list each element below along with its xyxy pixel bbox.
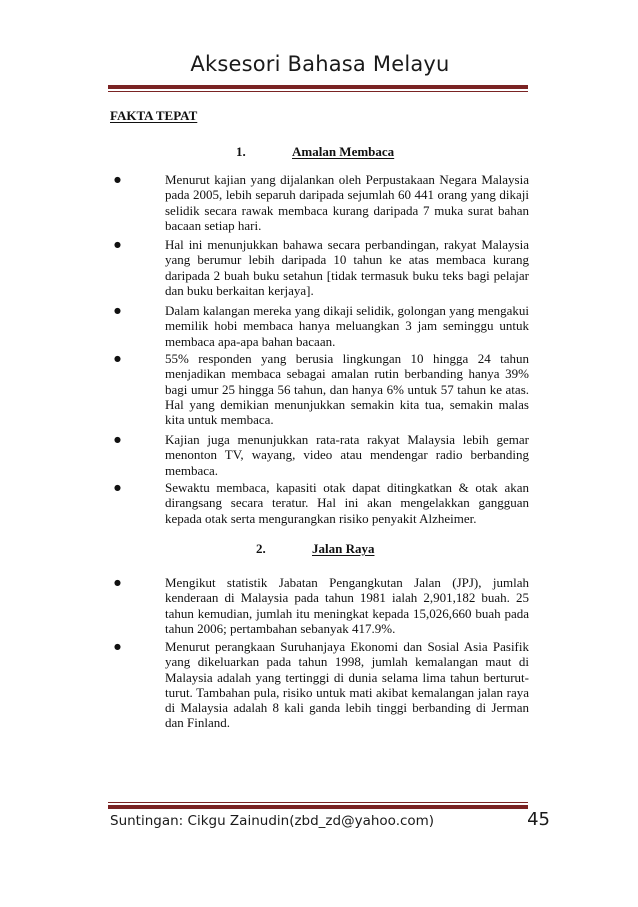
list-item-text: Mengikut statistik Jabatan Pengangkutan Jalan (JPJ), jumlah kenderaan di Malaysia pada tahun 1981 ialah 2,901,182 buah. 25 tahun kemudian, jumlah itu meningkat kepada 15,026,660 buah pada tahun 2006; pertambahan sebanyak 417.9%.	[165, 575, 529, 636]
header-rule-thin	[108, 91, 528, 92]
footer-rule-thick	[108, 805, 528, 809]
bullet-icon: ●	[114, 306, 121, 315]
bullet-icon: ●	[114, 175, 121, 184]
section-title: Amalan Membaca	[292, 144, 395, 159]
list-item-text: Kajian juga menunjukkan rata-rata rakyat Malaysia lebih gemar menonton TV, wayang, video atau mendengar radio berbanding membaca.	[165, 432, 529, 478]
section-number: 1.	[236, 144, 246, 159]
kicker-heading: FAKTA TEPAT	[110, 108, 198, 123]
list-item-text: 55% responden yang berusia lingkungan 10 hingga 24 tahun menjadikan membaca sebagai amalan rutin berbanding hanya 39% bagi umur 25 hingga 56 tahun, dan hanya 6% untuk 57 tahun ke atas. Hal yang demikian menunjukkan semakin kita tua, semakin malas kita untuk membaca.	[165, 351, 529, 428]
bullet-icon: ●	[114, 354, 121, 363]
header-rule-thick	[108, 85, 528, 89]
bullet-icon: ●	[114, 483, 121, 492]
footer-credit: Suntingan: Cikgu Zainudin(zbd_zd@yahoo.com)	[110, 813, 435, 829]
list-item-text: Dalam kalangan mereka yang dikaji selidik, golongan yang mengakui memilik hobi membaca hanya meluangkan 3 jam seminggu untuk membaca apa-apa bahan bacaan.	[165, 303, 529, 349]
bullet-icon: ●	[114, 578, 121, 587]
page-header: Aksesori Bahasa Melayu	[190, 52, 450, 76]
bullet-icon: ●	[114, 435, 121, 444]
bullet-icon: ●	[114, 240, 121, 249]
list-item-text: Hal ini menunjukkan bahawa secara perbandingan, rakyat Malaysia yang berumur lebih daripada 10 tahun ke atas membaca kurang daripada 2 buah buku setahun [tidak termasuk buku teks bagi pelajar dan buku berkaitan kerjaya].	[165, 237, 529, 298]
bullet-icon: ●	[114, 642, 121, 651]
section-title: Jalan Raya	[312, 541, 375, 556]
footer-rule-thin	[108, 802, 528, 803]
list-item-text: Menurut kajian yang dijalankan oleh Perpustakaan Negara Malaysia pada 2005, lebih separuh daripada sejumlah 60 441 orang yang dikaji selidik secara rawak membaca kurang daripada 7 muka surat bahan bacaan setiap hari.	[165, 172, 529, 233]
list-item-text: Menurut perangkaan Suruhanjaya Ekonomi dan Sosial Asia Pasifik yang dikeluarkan pada tahun 1998, jumlah kemalangan maut di Malaysia adalah yang tertinggi di dunia selama lima tahun berturut-turut. Tambahan pula, risiko untuk mati akibat kemalangan jalan raya di Malaysia adalah 8 kali ganda lebih tinggi berbanding di Jerman dan Finland.	[165, 639, 529, 731]
page-number: 45	[527, 809, 550, 830]
list-item-text: Sewaktu membaca, kapasiti otak dapat ditingkatkan & otak akan dirangsang secara teratur. Hal ini akan mengelakkan gangguan kepada otak serta mengurangkan risiko penyakit Alzheimer.	[165, 480, 529, 526]
section-number: 2.	[256, 541, 266, 556]
